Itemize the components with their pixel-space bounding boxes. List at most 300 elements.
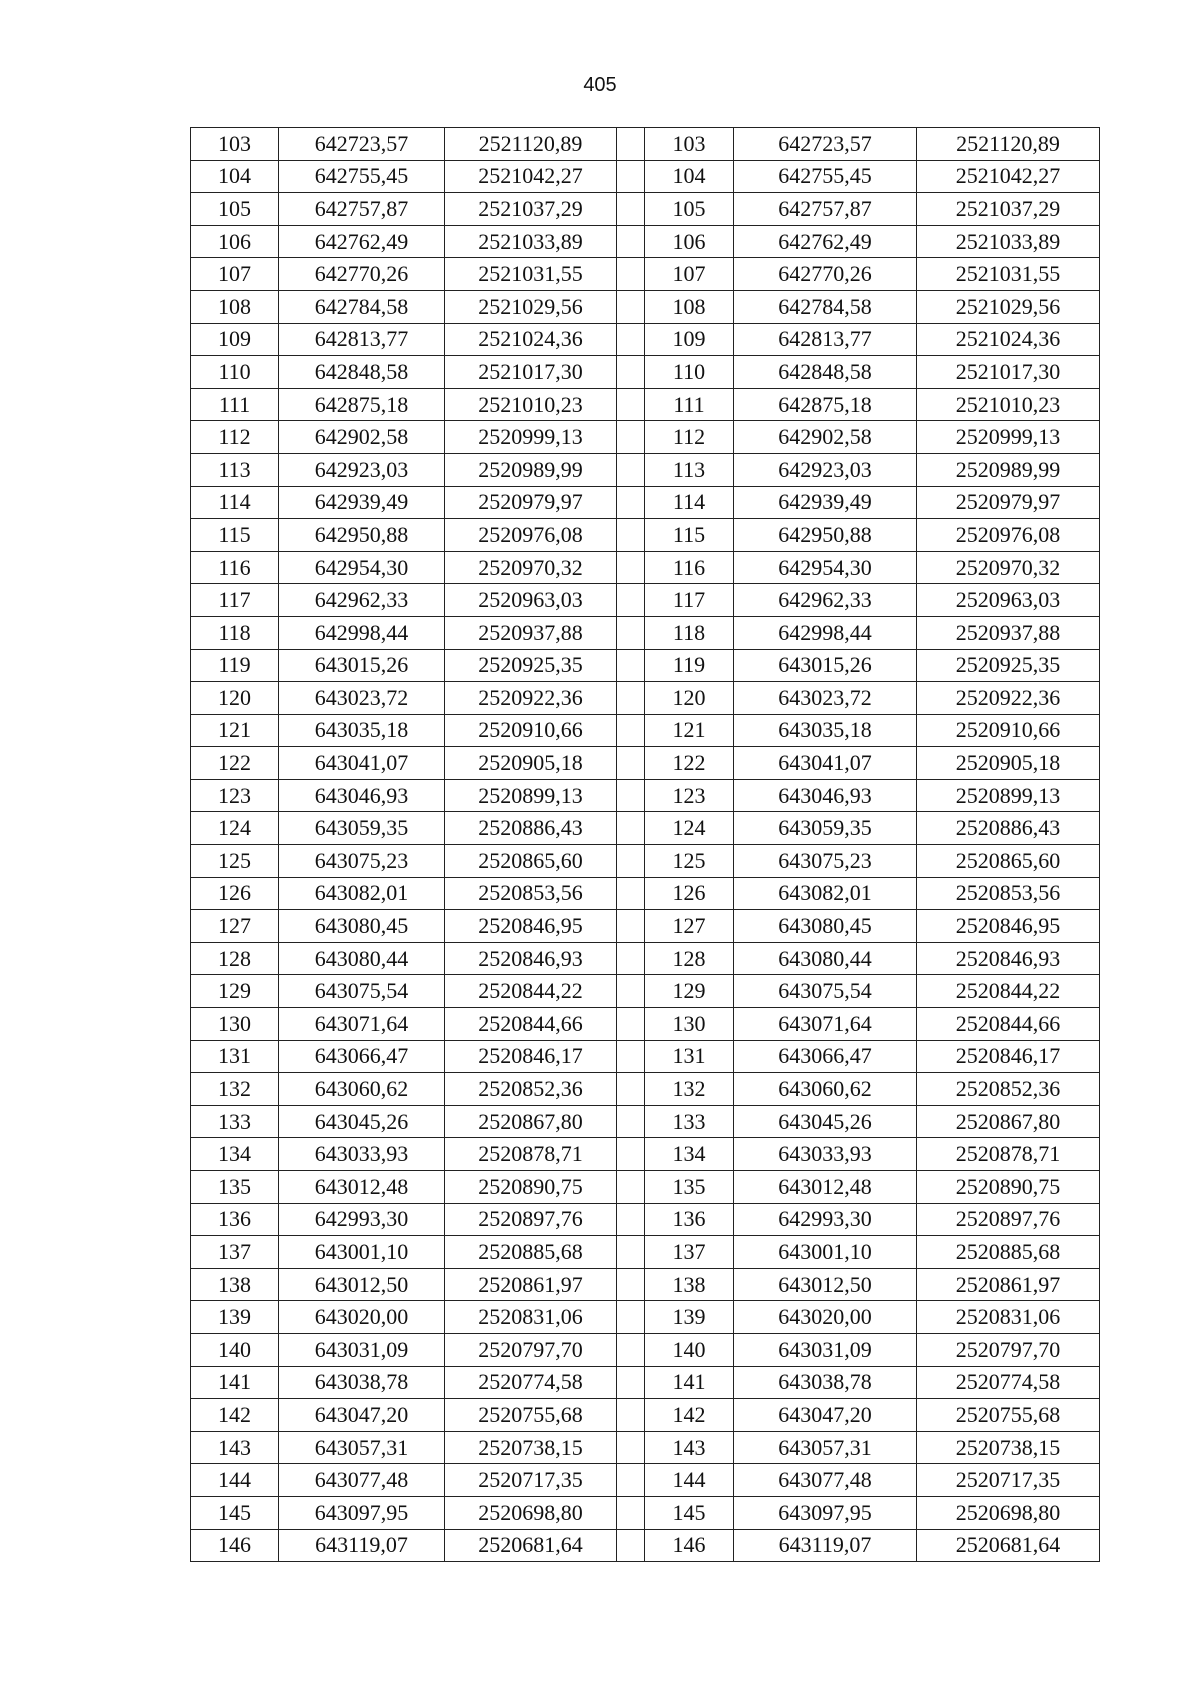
y-coordinate-cell: 2520976,08: [917, 519, 1100, 552]
spacer-cell-cell: [617, 1008, 645, 1041]
y-coordinate-cell: 2520867,80: [917, 1105, 1100, 1138]
table-row: [191, 1203, 1100, 1236]
point-number-cell: 139: [191, 1301, 279, 1334]
x-coordinate-cell: 643038,78: [734, 1366, 917, 1399]
x-coordinate-cell: 643060,62: [279, 1073, 445, 1106]
table-row: [191, 1301, 1100, 1334]
point-number-cell: 131: [191, 1040, 279, 1073]
point-number-cell: 115: [191, 519, 279, 552]
table-row: [191, 1040, 1100, 1073]
y-coordinate-cell: 2520999,13: [917, 421, 1100, 454]
point-number-cell: 136: [645, 1203, 734, 1236]
y-coordinate-cell: 2520831,06: [445, 1301, 617, 1334]
x-coordinate-cell: 643020,00: [734, 1301, 917, 1334]
y-coordinate-cell: 2520922,36: [917, 682, 1100, 715]
x-coordinate-cell: 643033,93: [279, 1138, 445, 1171]
point-number-cell: 124: [645, 812, 734, 845]
y-coordinate-cell: 2520797,70: [445, 1333, 617, 1366]
y-coordinate-cell: 2521017,30: [917, 356, 1100, 389]
table-row: [191, 1105, 1100, 1138]
y-coordinate-cell: 2520897,76: [445, 1203, 617, 1236]
y-coordinate-cell: 2520846,17: [917, 1040, 1100, 1073]
point-number-cell: 137: [191, 1236, 279, 1269]
point-number-cell: 111: [191, 388, 279, 421]
spacer-cell-cell: [617, 747, 645, 780]
y-coordinate-cell: 2520878,71: [917, 1138, 1100, 1171]
y-coordinate-cell: 2520844,22: [917, 975, 1100, 1008]
y-coordinate-cell: 2521037,29: [445, 193, 617, 226]
x-coordinate-cell: 643023,72: [734, 682, 917, 715]
point-number-cell: 130: [645, 1008, 734, 1041]
x-coordinate-cell: 642998,44: [734, 616, 917, 649]
table-row: [191, 258, 1100, 291]
point-number-cell: 140: [191, 1333, 279, 1366]
y-coordinate-cell: 2520717,35: [917, 1464, 1100, 1497]
y-coordinate-cell: 2521042,27: [445, 160, 617, 193]
spacer-cell-cell: [617, 1496, 645, 1529]
y-coordinate-cell: 2520846,93: [445, 942, 617, 975]
y-coordinate-cell: 2520979,97: [917, 486, 1100, 519]
x-coordinate-cell: 643075,54: [734, 975, 917, 1008]
x-coordinate-cell: 642998,44: [279, 616, 445, 649]
spacer-cell-cell: [617, 356, 645, 389]
spacer-cell-cell: [617, 1333, 645, 1366]
x-coordinate-cell: 642784,58: [734, 290, 917, 323]
spacer-cell-cell: [617, 584, 645, 617]
point-number-cell: 108: [191, 290, 279, 323]
x-coordinate-cell: 643060,62: [734, 1073, 917, 1106]
point-number-cell: 132: [191, 1073, 279, 1106]
spacer-cell-cell: [617, 649, 645, 682]
spacer-cell-cell: [617, 1236, 645, 1269]
x-coordinate-cell: 643071,64: [279, 1008, 445, 1041]
y-coordinate-cell: 2520890,75: [445, 1171, 617, 1204]
y-coordinate-cell: 2520698,80: [917, 1496, 1100, 1529]
spacer-cell-cell: [617, 714, 645, 747]
x-coordinate-cell: 643045,26: [279, 1105, 445, 1138]
y-coordinate-cell: 2521017,30: [445, 356, 617, 389]
table-row: [191, 1268, 1100, 1301]
y-coordinate-cell: 2520999,13: [445, 421, 617, 454]
spacer-cell-cell: [617, 193, 645, 226]
y-coordinate-cell: 2520852,36: [917, 1073, 1100, 1106]
spacer-cell-cell: [617, 486, 645, 519]
y-coordinate-cell: 2520681,64: [917, 1529, 1100, 1562]
point-number-cell: 105: [191, 193, 279, 226]
y-coordinate-cell: 2520937,88: [917, 616, 1100, 649]
x-coordinate-cell: 643001,10: [279, 1236, 445, 1269]
x-coordinate-cell: 643012,48: [734, 1171, 917, 1204]
table-row: [191, 845, 1100, 878]
point-number-cell: 128: [191, 942, 279, 975]
y-coordinate-cell: 2520970,32: [445, 551, 617, 584]
point-number-cell: 138: [645, 1268, 734, 1301]
table-row: [191, 323, 1100, 356]
point-number-cell: 126: [191, 877, 279, 910]
y-coordinate-cell: 2520717,35: [445, 1464, 617, 1497]
point-number-cell: 109: [645, 323, 734, 356]
spacer-cell-cell: [617, 551, 645, 584]
y-coordinate-cell: 2521029,56: [917, 290, 1100, 323]
y-coordinate-cell: 2520885,68: [445, 1236, 617, 1269]
point-number-cell: 140: [645, 1333, 734, 1366]
table-row: [191, 486, 1100, 519]
y-coordinate-cell: 2520910,66: [445, 714, 617, 747]
y-coordinate-cell: 2520755,68: [445, 1399, 617, 1432]
table-row: [191, 193, 1100, 226]
point-number-cell: 122: [645, 747, 734, 780]
table-row: [191, 1171, 1100, 1204]
point-number-cell: 123: [645, 779, 734, 812]
point-number-cell: 139: [645, 1301, 734, 1334]
x-coordinate-cell: 643047,20: [734, 1399, 917, 1432]
table-row: [191, 1464, 1100, 1497]
point-number-cell: 137: [645, 1236, 734, 1269]
point-number-cell: 129: [191, 975, 279, 1008]
point-number-cell: 108: [645, 290, 734, 323]
spacer-cell-cell: [617, 453, 645, 486]
coordinates-table: [190, 127, 1100, 1562]
x-coordinate-cell: 642723,57: [279, 128, 445, 161]
x-coordinate-cell: 643057,31: [279, 1431, 445, 1464]
table-row: [191, 388, 1100, 421]
y-coordinate-cell: 2520846,95: [445, 910, 617, 943]
x-coordinate-cell: 643097,95: [279, 1496, 445, 1529]
x-coordinate-cell: 642875,18: [279, 388, 445, 421]
spacer-cell-cell: [617, 421, 645, 454]
spacer-cell-cell: [617, 616, 645, 649]
spacer-cell-cell: [617, 388, 645, 421]
spacer-cell-cell: [617, 779, 645, 812]
point-number-cell: 110: [191, 356, 279, 389]
x-coordinate-cell: 642813,77: [734, 323, 917, 356]
table-row: [191, 910, 1100, 943]
table-row: [191, 877, 1100, 910]
x-coordinate-cell: 643031,09: [734, 1333, 917, 1366]
point-number-cell: 120: [191, 682, 279, 715]
table-row: [191, 356, 1100, 389]
table-row: [191, 1008, 1100, 1041]
spacer-cell-cell: [617, 877, 645, 910]
point-number-cell: 128: [645, 942, 734, 975]
y-coordinate-cell: 2520738,15: [917, 1431, 1100, 1464]
y-coordinate-cell: 2521010,23: [445, 388, 617, 421]
x-coordinate-cell: 642993,30: [279, 1203, 445, 1236]
x-coordinate-cell: 642848,58: [279, 356, 445, 389]
x-coordinate-cell: 642962,33: [279, 584, 445, 617]
y-coordinate-cell: 2520865,60: [445, 845, 617, 878]
x-coordinate-cell: 642848,58: [734, 356, 917, 389]
y-coordinate-cell: 2521031,55: [917, 258, 1100, 291]
point-number-cell: 133: [191, 1105, 279, 1138]
point-number-cell: 105: [645, 193, 734, 226]
y-coordinate-cell: 2520970,32: [917, 551, 1100, 584]
point-number-cell: 110: [645, 356, 734, 389]
x-coordinate-cell: 643033,93: [734, 1138, 917, 1171]
y-coordinate-cell: 2520922,36: [445, 682, 617, 715]
y-coordinate-cell: 2520885,68: [917, 1236, 1100, 1269]
page-number: 405: [583, 74, 617, 96]
x-coordinate-cell: 643082,01: [279, 877, 445, 910]
x-coordinate-cell: 642770,26: [279, 258, 445, 291]
y-coordinate-cell: 2520886,43: [917, 812, 1100, 845]
spacer-cell-cell: [617, 128, 645, 161]
point-number-cell: 113: [191, 453, 279, 486]
y-coordinate-cell: 2520989,99: [445, 453, 617, 486]
y-coordinate-cell: 2520890,75: [917, 1171, 1100, 1204]
point-number-cell: 115: [645, 519, 734, 552]
y-coordinate-cell: 2520878,71: [445, 1138, 617, 1171]
y-coordinate-cell: 2520899,13: [917, 779, 1100, 812]
table-row: [191, 290, 1100, 323]
point-number-cell: 116: [645, 551, 734, 584]
x-coordinate-cell: 643082,01: [734, 877, 917, 910]
spacer-cell-cell: [617, 323, 645, 356]
x-coordinate-cell: 642762,49: [734, 225, 917, 258]
x-coordinate-cell: 643012,50: [734, 1268, 917, 1301]
point-number-cell: 106: [645, 225, 734, 258]
x-coordinate-cell: 642902,58: [734, 421, 917, 454]
spacer-cell-cell: [617, 1138, 645, 1171]
y-coordinate-cell: 2520963,03: [445, 584, 617, 617]
y-coordinate-cell: 2520937,88: [445, 616, 617, 649]
x-coordinate-cell: 642962,33: [734, 584, 917, 617]
table-body: [191, 128, 1100, 1562]
table-row: [191, 975, 1100, 1008]
point-number-cell: 133: [645, 1105, 734, 1138]
y-coordinate-cell: 2520738,15: [445, 1431, 617, 1464]
x-coordinate-cell: 642757,87: [734, 193, 917, 226]
point-number-cell: 120: [645, 682, 734, 715]
table-row: [191, 225, 1100, 258]
x-coordinate-cell: 642923,03: [279, 453, 445, 486]
point-number-cell: 134: [191, 1138, 279, 1171]
table-row: [191, 1236, 1100, 1269]
y-coordinate-cell: 2521024,36: [445, 323, 617, 356]
point-number-cell: 146: [645, 1529, 734, 1562]
y-coordinate-cell: 2521033,89: [917, 225, 1100, 258]
y-coordinate-cell: 2520755,68: [917, 1399, 1100, 1432]
table-row: [191, 1333, 1100, 1366]
point-number-cell: 103: [191, 128, 279, 161]
table-row: [191, 812, 1100, 845]
point-number-cell: 109: [191, 323, 279, 356]
spacer-cell-cell: [617, 160, 645, 193]
point-number-cell: 141: [191, 1366, 279, 1399]
point-number-cell: 107: [191, 258, 279, 291]
x-coordinate-cell: 642939,49: [734, 486, 917, 519]
y-coordinate-cell: 2520797,70: [917, 1333, 1100, 1366]
x-coordinate-cell: 643119,07: [734, 1529, 917, 1562]
y-coordinate-cell: 2520681,64: [445, 1529, 617, 1562]
point-number-cell: 138: [191, 1268, 279, 1301]
x-coordinate-cell: 643045,26: [734, 1105, 917, 1138]
table-row: [191, 128, 1100, 161]
point-number-cell: 104: [191, 160, 279, 193]
x-coordinate-cell: 643012,48: [279, 1171, 445, 1204]
table-row: [191, 453, 1100, 486]
x-coordinate-cell: 643119,07: [279, 1529, 445, 1562]
spacer-cell-cell: [617, 682, 645, 715]
y-coordinate-cell: 2521120,89: [445, 128, 617, 161]
x-coordinate-cell: 643015,26: [279, 649, 445, 682]
spacer-cell-cell: [617, 1171, 645, 1204]
x-coordinate-cell: 643057,31: [734, 1431, 917, 1464]
table-row: [191, 551, 1100, 584]
table-row: [191, 1529, 1100, 1562]
table-row: [191, 1496, 1100, 1529]
table-row: [191, 649, 1100, 682]
point-number-cell: 146: [191, 1529, 279, 1562]
point-number-cell: 129: [645, 975, 734, 1008]
table-row: [191, 616, 1100, 649]
x-coordinate-cell: 642784,58: [279, 290, 445, 323]
point-number-cell: 117: [645, 584, 734, 617]
y-coordinate-cell: 2520831,06: [917, 1301, 1100, 1334]
y-coordinate-cell: 2520844,66: [917, 1008, 1100, 1041]
spacer-cell-cell: [617, 258, 645, 291]
table-row: [191, 421, 1100, 454]
spacer-cell-cell: [617, 1529, 645, 1562]
spacer-cell-cell: [617, 942, 645, 975]
spacer-cell-cell: [617, 1073, 645, 1106]
point-number-cell: 106: [191, 225, 279, 258]
x-coordinate-cell: 643059,35: [734, 812, 917, 845]
x-coordinate-cell: 643097,95: [734, 1496, 917, 1529]
point-number-cell: 124: [191, 812, 279, 845]
table-row: [191, 714, 1100, 747]
spacer-cell-cell: [617, 1431, 645, 1464]
y-coordinate-cell: 2520979,97: [445, 486, 617, 519]
point-number-cell: 135: [645, 1171, 734, 1204]
point-number-cell: 118: [645, 616, 734, 649]
point-number-cell: 127: [191, 910, 279, 943]
point-number-cell: 113: [645, 453, 734, 486]
y-coordinate-cell: 2520846,93: [917, 942, 1100, 975]
y-coordinate-cell: 2520910,66: [917, 714, 1100, 747]
y-coordinate-cell: 2520925,35: [917, 649, 1100, 682]
x-coordinate-cell: 643075,23: [279, 845, 445, 878]
spacer-cell-cell: [617, 845, 645, 878]
y-coordinate-cell: 2520844,22: [445, 975, 617, 1008]
spacer-cell-cell: [617, 519, 645, 552]
table-row: [191, 1431, 1100, 1464]
point-number-cell: 123: [191, 779, 279, 812]
x-coordinate-cell: 643031,09: [279, 1333, 445, 1366]
x-coordinate-cell: 642770,26: [734, 258, 917, 291]
point-number-cell: 121: [645, 714, 734, 747]
x-coordinate-cell: 643075,23: [734, 845, 917, 878]
spacer-cell-cell: [617, 1301, 645, 1334]
point-number-cell: 144: [645, 1464, 734, 1497]
x-coordinate-cell: 642755,45: [279, 160, 445, 193]
y-coordinate-cell: 2520899,13: [445, 779, 617, 812]
x-coordinate-cell: 643080,45: [734, 910, 917, 943]
point-number-cell: 143: [645, 1431, 734, 1464]
x-coordinate-cell: 643046,93: [279, 779, 445, 812]
table-row: [191, 1399, 1100, 1432]
spacer-cell-cell: [617, 1464, 645, 1497]
x-coordinate-cell: 643035,18: [279, 714, 445, 747]
table-row: [191, 682, 1100, 715]
y-coordinate-cell: 2521120,89: [917, 128, 1100, 161]
spacer-cell-cell: [617, 1268, 645, 1301]
y-coordinate-cell: 2520963,03: [917, 584, 1100, 617]
x-coordinate-cell: 643066,47: [279, 1040, 445, 1073]
y-coordinate-cell: 2521010,23: [917, 388, 1100, 421]
point-number-cell: 107: [645, 258, 734, 291]
point-number-cell: 122: [191, 747, 279, 780]
x-coordinate-cell: 643041,07: [279, 747, 445, 780]
x-coordinate-cell: 642954,30: [279, 551, 445, 584]
spacer-cell-cell: [617, 975, 645, 1008]
point-number-cell: 134: [645, 1138, 734, 1171]
x-coordinate-cell: 643077,48: [734, 1464, 917, 1497]
point-number-cell: 143: [191, 1431, 279, 1464]
y-coordinate-cell: 2520976,08: [445, 519, 617, 552]
x-coordinate-cell: 643080,45: [279, 910, 445, 943]
y-coordinate-cell: 2521037,29: [917, 193, 1100, 226]
y-coordinate-cell: 2520846,17: [445, 1040, 617, 1073]
x-coordinate-cell: 642755,45: [734, 160, 917, 193]
table-row: [191, 747, 1100, 780]
y-coordinate-cell: 2520905,18: [445, 747, 617, 780]
x-coordinate-cell: 643066,47: [734, 1040, 917, 1073]
x-coordinate-cell: 643047,20: [279, 1399, 445, 1432]
spacer-cell-cell: [617, 1366, 645, 1399]
y-coordinate-cell: 2520844,66: [445, 1008, 617, 1041]
x-coordinate-cell: 643041,07: [734, 747, 917, 780]
y-coordinate-cell: 2521031,55: [445, 258, 617, 291]
point-number-cell: 132: [645, 1073, 734, 1106]
spacer-cell-cell: [617, 1105, 645, 1138]
x-coordinate-cell: 643012,50: [279, 1268, 445, 1301]
point-number-cell: 131: [645, 1040, 734, 1073]
point-number-cell: 126: [645, 877, 734, 910]
table-row: [191, 160, 1100, 193]
x-coordinate-cell: 642993,30: [734, 1203, 917, 1236]
y-coordinate-cell: 2520989,99: [917, 453, 1100, 486]
x-coordinate-cell: 642923,03: [734, 453, 917, 486]
x-coordinate-cell: 643046,93: [734, 779, 917, 812]
table-row: [191, 779, 1100, 812]
x-coordinate-cell: 643023,72: [279, 682, 445, 715]
x-coordinate-cell: 643038,78: [279, 1366, 445, 1399]
y-coordinate-cell: 2520865,60: [917, 845, 1100, 878]
point-number-cell: 119: [191, 649, 279, 682]
table-row: [191, 942, 1100, 975]
point-number-cell: 130: [191, 1008, 279, 1041]
x-coordinate-cell: 643059,35: [279, 812, 445, 845]
y-coordinate-cell: 2520905,18: [917, 747, 1100, 780]
x-coordinate-cell: 642762,49: [279, 225, 445, 258]
point-number-cell: 145: [191, 1496, 279, 1529]
y-coordinate-cell: 2520853,56: [917, 877, 1100, 910]
x-coordinate-cell: 642950,88: [734, 519, 917, 552]
point-number-cell: 104: [645, 160, 734, 193]
x-coordinate-cell: 643077,48: [279, 1464, 445, 1497]
point-number-cell: 142: [645, 1399, 734, 1432]
x-coordinate-cell: 642723,57: [734, 128, 917, 161]
spacer-cell-cell: [617, 910, 645, 943]
x-coordinate-cell: 643001,10: [734, 1236, 917, 1269]
point-number-cell: 112: [191, 421, 279, 454]
y-coordinate-cell: 2520846,95: [917, 910, 1100, 943]
x-coordinate-cell: 642950,88: [279, 519, 445, 552]
x-coordinate-cell: 642939,49: [279, 486, 445, 519]
x-coordinate-cell: 643075,54: [279, 975, 445, 1008]
point-number-cell: 141: [645, 1366, 734, 1399]
